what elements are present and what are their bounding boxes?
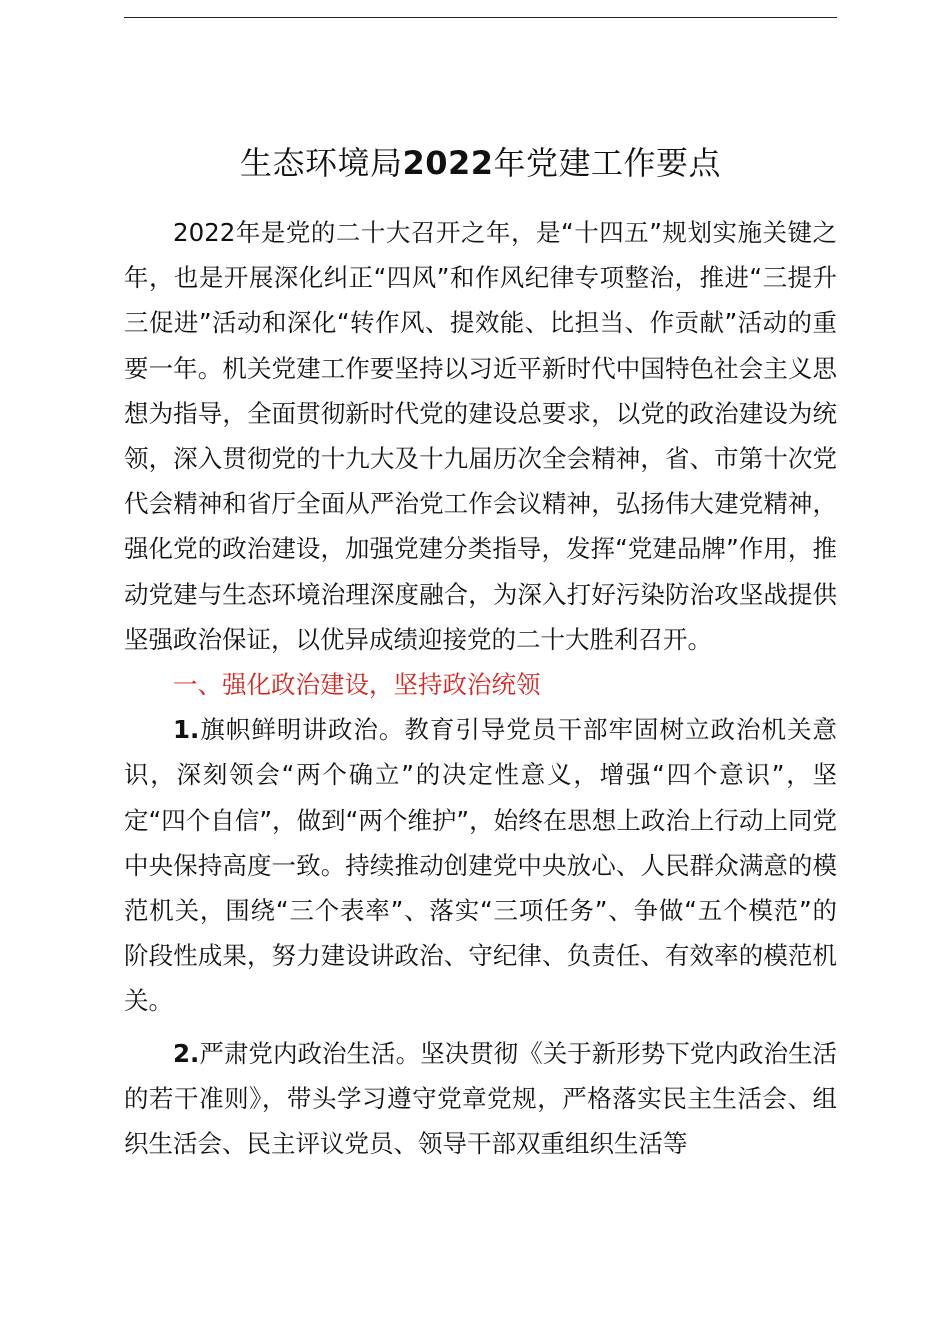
item-2-paragraph [124,1031,837,1167]
item-1-number: 1. [173,715,200,745]
title-suffix: 年党建工作要点 [493,144,722,182]
document-body [124,210,837,1166]
intro-paragraph: 2022年是党的二十大召开之年，是“十四五”规划实施关键之年，也是开展深化纠正“四风”和作风纪律专项整治，推进“三提升三促进”活动和深化“转作风、提效能、比担当、作贡献”活动的重要一年。机关党建工作要坚持以习近平新时代中国特色社会主义思想为指导，全面贯彻新时代党的建设总要求，以党的政治建设为统领，深入贯彻党的十九大及十九届历次全会精神，省、市第十次党代会精神和省厅全面从严治党工作会议精神，弘扬伟大建党精神，强化党的政治建设，加强党建分类指导，发挥“党建品牌”作用，推动党建与生态环境治理深度融合，为深入打好污染防治攻坚战提供坚强政治保证，以优异成绩迎接党的二十大胜利召开。 [124,218,837,654]
item-2-text: 严肃党内政治生活。坚决贯彻《关于新形势下党内政治生活的若干准则》，带头学习遵守党章党规，严格落实民主生活会、组织生活会、民主评议党员、领导干部双重组织生活等 [124,1038,837,1159]
document-title [124,138,837,188]
title-prefix: 生态环境局 [239,144,403,182]
item-1-paragraph [124,707,837,1023]
section-1-heading: 一、强化政治建设，坚持政治统领 [173,670,541,700]
item-2-number: 2. [173,1038,200,1068]
title-year: 2022 [402,144,494,182]
header-rule [124,17,837,18]
item-1-text: 旗帜鲜明讲政治。教育引导党员干部牢固树立政治机关意识，深刻领会“两个确立”的决定性意义，增强“四个意识”，坚定“四个自信”，做到“两个维护”，始终在思想上政治上行动上同党中央保持高度一致。持续推动创建党中央放心、人民群众满意的模范机关，围绕“三个表率”、落实“三项任务”、争做“五个模范”的阶段性成果，努力建设讲政治、守纪律、负责任、有效率的模范机关。 [124,715,837,1016]
